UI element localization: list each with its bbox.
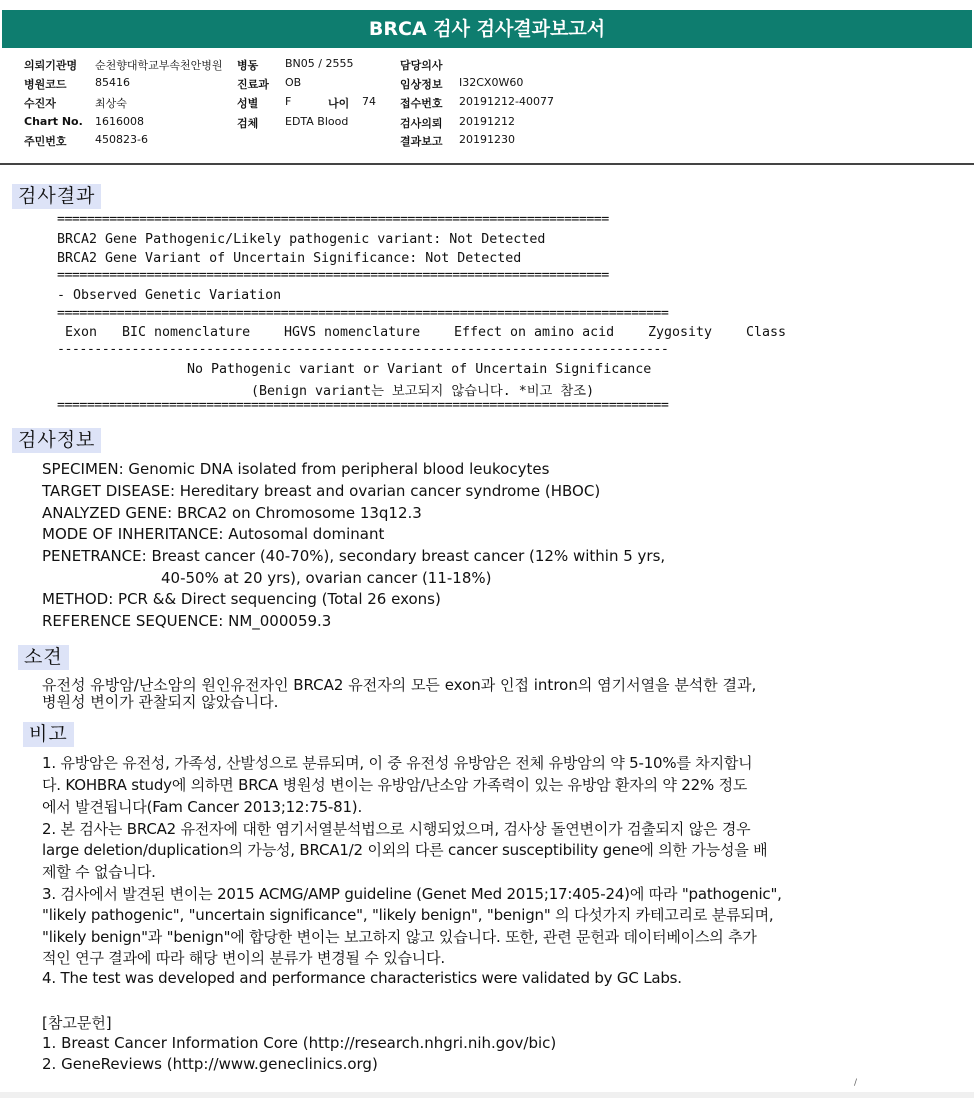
notes-heading: 비고: [23, 722, 74, 747]
observed-variation-label: - Observed Genetic Variation: [57, 288, 282, 303]
col-effect: Effect on amino acid: [454, 325, 615, 340]
requester-label: 의뢰기관명: [24, 59, 78, 72]
doctor-label: 담당의사: [400, 59, 443, 72]
opinion-line-1: 유전성 유방암/난소암의 원인유전자인 BRCA2 유전자의 모든 exon과 인접 intron의 염기서열을 분석한 결과,: [42, 676, 757, 694]
patient-value: 최상숙: [95, 97, 127, 110]
results-rule-mid: ==========================================================================: [57, 268, 609, 283]
note-line: 에서 발견됩니다(Fam Cancer 2013;12:75-81).: [42, 798, 363, 816]
note-line: 3. 검사에서 발견된 변이는 2015 ACMG/AMP guideline (Genet Med 2015;17:405-24)에 따라 "pathogenic",: [42, 885, 782, 903]
variant-table-rule-bottom: ==================================================================================: [57, 398, 669, 413]
reference-item: 2. GeneReviews (http://www.geneclinics.org): [42, 1055, 378, 1073]
info-reference-seq: REFERENCE SEQUENCE: NM_000059.3: [42, 612, 332, 630]
sex-label: 성별: [237, 97, 259, 110]
note-line: "likely benign"과 "benign"에 합당한 변이는 보고하지 않고 있습니다. 또한, 관련 문헌과 데이터베이스의 추가: [42, 928, 757, 946]
info-analyzed-gene: ANALYZED GENE: BRCA2 on Chromosome 13q12.3: [42, 504, 422, 522]
resident-no-value: 450823-6: [95, 133, 148, 146]
chart-no-label: Chart No.: [24, 115, 83, 128]
opinion-line-2: 병원성 변이가 관찰되지 않았습니다.: [42, 693, 279, 711]
info-method: METHOD: PCR && Direct sequencing (Total 26 exons): [42, 590, 441, 608]
request-date-label: 검사의뢰: [400, 117, 443, 130]
report-date-label: 결과보고: [400, 135, 443, 148]
note-line: 1. 유방암은 유전성, 가족성, 산발성으로 분류되며, 이 중 유전성 유방암은 전체 유방암의 약 5-10%를 차지합니: [42, 754, 753, 772]
age-label: 나이: [328, 97, 350, 110]
age-value: 74: [362, 95, 376, 108]
reference-item: 1. Breast Cancer Information Core (http://research.nhgri.nih.gov/bic): [42, 1034, 557, 1052]
note-line: 4. The test was developed and performance characteristics were validated by GC Labs.: [42, 969, 682, 987]
results-rule-top: ==========================================================================: [57, 212, 609, 227]
col-zygosity: Zygosity: [648, 325, 713, 340]
accession-no-value: 20191212-40077: [459, 95, 554, 108]
hospital-code-label: 병원코드: [24, 78, 67, 91]
info-target-disease: TARGET DISEASE: Hereditary breast and ovarian cancer syndrome (HBOC): [42, 482, 601, 500]
patient-label: 수진자: [24, 97, 56, 110]
clinical-info-value: I32CX0W60: [459, 76, 524, 89]
info-heading: 검사정보: [12, 428, 101, 453]
results-heading: 검사결과: [12, 184, 101, 209]
info-specimen: SPECIMEN: Genomic DNA isolated from peripheral blood leukocytes: [42, 460, 550, 478]
report-title: BRCA 검사 검사결과보고서: [2, 10, 972, 48]
resident-no-label: 주민번호: [24, 135, 67, 148]
note-line: 제할 수 없습니다.: [42, 863, 156, 881]
note-line: large deletion/duplication의 가능성, BRCA1/2 이외의 다른 cancer susceptibility gene에 의한 가능성을 배: [42, 841, 768, 859]
department-value: OB: [285, 76, 302, 89]
col-class: Class: [746, 325, 787, 340]
note-line: 적인 연구 결과에 따라 해당 변이의 분류가 변경될 수 있습니다.: [42, 949, 445, 967]
requester-value: 순천향대학교부속천안병원: [95, 59, 223, 72]
patient-info-block: [0, 54, 974, 162]
col-bic: BIC nomenclature: [122, 325, 251, 340]
no-variant-line: No Pathogenic variant or Variant of Uncertain Significance: [187, 362, 652, 377]
variant-table-rule-top: ==================================================================================: [57, 306, 669, 321]
hospital-code-value: 85416: [95, 76, 130, 89]
results-pathogenic-line: BRCA2 Gene Pathogenic/Likely pathogenic variant: Not Detected: [57, 232, 546, 247]
request-date-value: 20191212: [459, 115, 515, 128]
report-date-value: 20191230: [459, 133, 515, 146]
specimen-value: EDTA Blood: [285, 115, 349, 128]
ward-value: BN05 / 2555: [285, 57, 354, 70]
specimen-label: 검체: [237, 117, 259, 130]
info-penetrance-cont: 40-50% at 20 yrs), ovarian cancer (11-18%): [161, 569, 492, 587]
department-label: 진료과: [237, 78, 269, 91]
note-line: 다. KOHBRA study에 의하면 BRCA 병원성 변이는 유방암/난소암 가족력이 있는 유방암 환자의 약 22% 정도: [42, 776, 748, 794]
benign-note-line: (Benign variant는 보고되지 않습니다. *비고 참조): [251, 384, 595, 399]
opinion-heading: 소견: [18, 645, 69, 670]
sex-value: F: [285, 95, 292, 108]
references-heading: [참고문헌]: [42, 1014, 112, 1032]
col-exon: Exon: [65, 325, 98, 340]
chart-no-value: 1616008: [95, 115, 144, 128]
variant-table-rule-dash: ----------------------------------------------------------------------------------: [57, 342, 669, 357]
results-vus-line: BRCA2 Gene Variant of Uncertain Significance: Not Detected: [57, 251, 522, 266]
page-mark: /: [854, 1078, 858, 1088]
info-penetrance: PENETRANCE: Breast cancer (40-70%), secondary breast cancer (12% within 5 yrs,: [42, 547, 666, 565]
ward-label: 병동: [237, 59, 259, 72]
clinical-info-label: 임상정보: [400, 78, 443, 91]
col-hgvs: HGVS nomenclature: [284, 325, 421, 340]
note-line: "likely pathogenic", "uncertain significance", "likely benign", "benign" 의 다섯가지 카테고리로 분류되며,: [42, 906, 774, 924]
info-inheritance: MODE OF INHERITANCE: Autosomal dominant: [42, 525, 385, 543]
accession-no-label: 접수번호: [400, 97, 443, 110]
note-line: 2. 본 검사는 BRCA2 유전자에 대한 염기서열분석법으로 시행되었으며, 검사상 돌연변이가 검출되지 않은 경우: [42, 820, 751, 838]
header-divider: [0, 163, 974, 165]
